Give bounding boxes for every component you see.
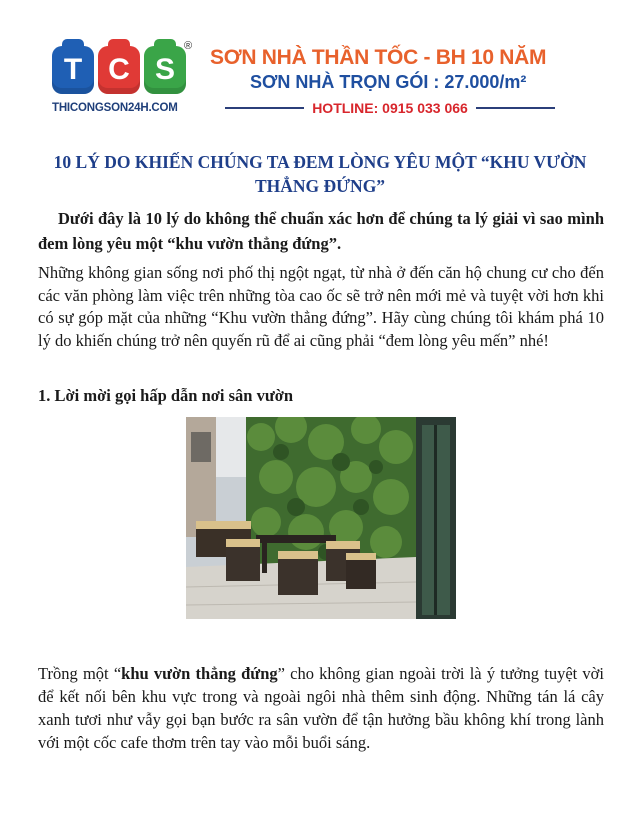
logo-letters [52, 46, 186, 94]
slogan-line1: SƠN NHÀ THẦN TỐC - BH 10 NĂM [210, 46, 547, 69]
slogan-line2: SƠN NHÀ TRỌN GÓI : 27.000/m² [250, 72, 527, 92]
logo-letter-t: T [52, 46, 94, 94]
logo-site-name: THICONGSON24H.COM [52, 102, 178, 114]
paragraph-2 [38, 662, 604, 754]
intro-paragraph: Dưới đây là 10 lý do không thể chuẩn xác hơn để chúng ta lý giải vì sao mình đem lòng yêu một “khu vườn thẳng đứng”. [38, 209, 604, 253]
logo-letter-c: C [98, 46, 140, 94]
divider-right [476, 107, 555, 109]
vertical-garden-photo [186, 417, 456, 619]
hotline[interactable]: HOTLINE: 0915 033 066 [312, 100, 468, 116]
header-banner [50, 40, 598, 126]
tcs-logo[interactable] [50, 40, 200, 126]
paragraph-1: Những không gian sống nơi phố thị ngột ngạt, từ nhà ở đến căn hộ chung cư cho đến các văn phòng làm việc trên những tòa cao ốc sẽ trở nên mới mẻ và tuyệt vời hơn khi có sự góp mặt của những “Khu vườn thẳng đứng”. Hãy cùng chúng tôi khám phá 10 lý do khiến chúng trở nên quyến rũ để ai cũng phải “đem lòng yêu mến” nhé! [38, 263, 604, 350]
registered-mark: ® [184, 40, 193, 52]
paragraph-2-bold: khu vườn thẳng đứng [121, 664, 278, 683]
paragraph-2-rest: ” cho không gian ngoài trời là ý tưởng tuyệt vời để kết nối bên khu vực trong và ngoài ngôi nhà thêm sinh động. Những tán lá cây xanh tươi như vẫy gọi bạn bước ra sân vườn để tận hưởng bầu không khí trong lành với một cốc cafe thơm trên tay vào mỗi buổi sáng. [38, 664, 604, 752]
divider-left [225, 107, 304, 109]
hotline-row [225, 98, 555, 118]
paragraph-2-start: Trồng một “ [38, 664, 122, 683]
article-title: 10 LÝ DO KHIẾN CHÚNG TA ĐEM LÒNG YÊU MỘT “KHU VƯỜN THẲNG ĐỨNG” [53, 152, 587, 196]
section-1-heading: 1. Lời mời gọi hấp dẫn nơi sân vườn [38, 386, 294, 405]
logo-letter-s: S [144, 46, 186, 94]
